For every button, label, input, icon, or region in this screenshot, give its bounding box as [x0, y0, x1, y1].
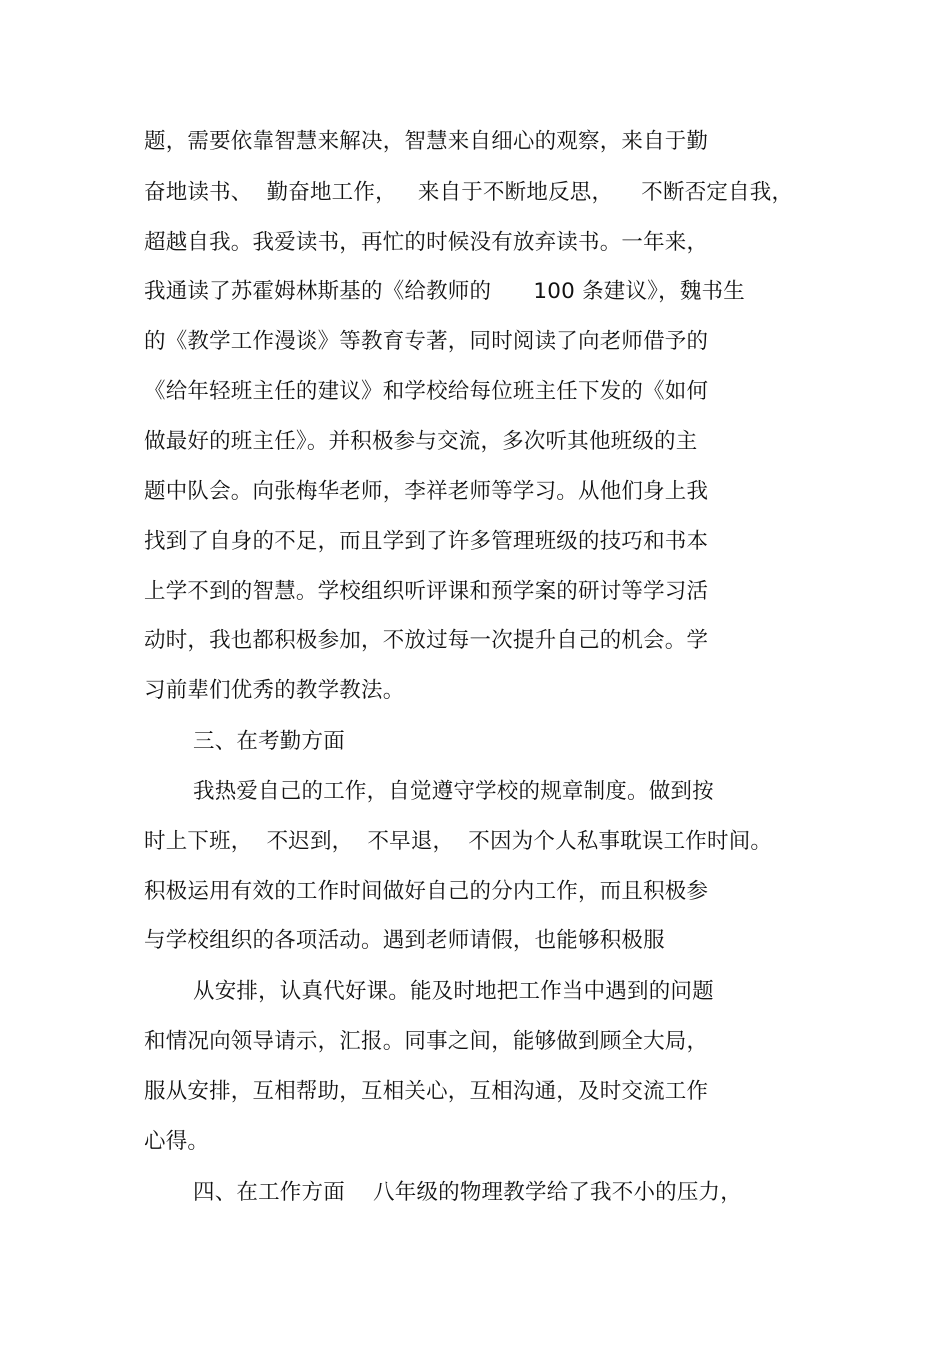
- text-line: 和情况向领导请示，汇报。同事之间，能够做到顾全大局，: [144, 1029, 709, 1054]
- text-line: 超越自我。我爱读书，再忙的时候没有放弃读书。一年来，: [144, 230, 709, 255]
- text-line: 题中队会。向张梅华老师，李祥老师等学习。从他们身上我: [144, 479, 709, 504]
- text-line: 心得。: [144, 1129, 210, 1154]
- section-heading: 三、在考勤方面: [193, 729, 345, 754]
- text-line: 奋地读书、 勤奋地工作， 来自于不断地反思， 不断否定自我，: [144, 180, 794, 205]
- text-line: 服从安排，互相帮助，互相关心，互相沟通，及时交流工作: [144, 1079, 709, 1104]
- text-line: 时上下班， 不迟到， 不早退， 不因为个人私事耽误工作时间。: [144, 829, 773, 854]
- paragraph-first-line: 从安排，认真代好课。能及时地把工作当中遇到的问题: [193, 979, 714, 1004]
- paragraph-first-line: 我热爱自己的工作，自觉遵守学校的规章制度。做到按: [193, 779, 714, 804]
- text-line: 上学不到的智慧。学校组织听评课和预学案的研讨等学习活: [144, 579, 709, 604]
- text-line: 我通读了苏霍姆林斯基的《给教师的 100 条建议》，魏书生: [144, 279, 745, 304]
- text-line: 习前辈们优秀的教学教法。: [144, 678, 405, 703]
- text-line: 动时，我也都积极参加，不放过每一次提升自己的机会。学: [144, 628, 709, 653]
- text-line: 做最好的班主任》。并积极参与交流，多次听其他班级的主: [144, 429, 698, 454]
- text-line: 与学校组织的各项活动。遇到老师请假，也能够积极服: [144, 928, 665, 953]
- text-line: 《给年轻班主任的建议》和学校给每位班主任下发的《如何: [144, 379, 709, 404]
- text-line: 题，需要依靠智慧来解决，智慧来自细心的观察，来自于勤: [144, 129, 709, 154]
- text-line: 积极运用有效的工作时间做好自己的分内工作，而且积极参: [144, 879, 709, 904]
- text-line: 的《教学工作漫谈》等教育专著，同时阅读了向老师借予的: [144, 329, 709, 354]
- text-line: 找到了自身的不足，而且学到了许多管理班级的技巧和书本: [144, 529, 709, 554]
- section-heading: 四、在工作方面 八年级的物理教学给了我不小的压力，: [193, 1180, 742, 1205]
